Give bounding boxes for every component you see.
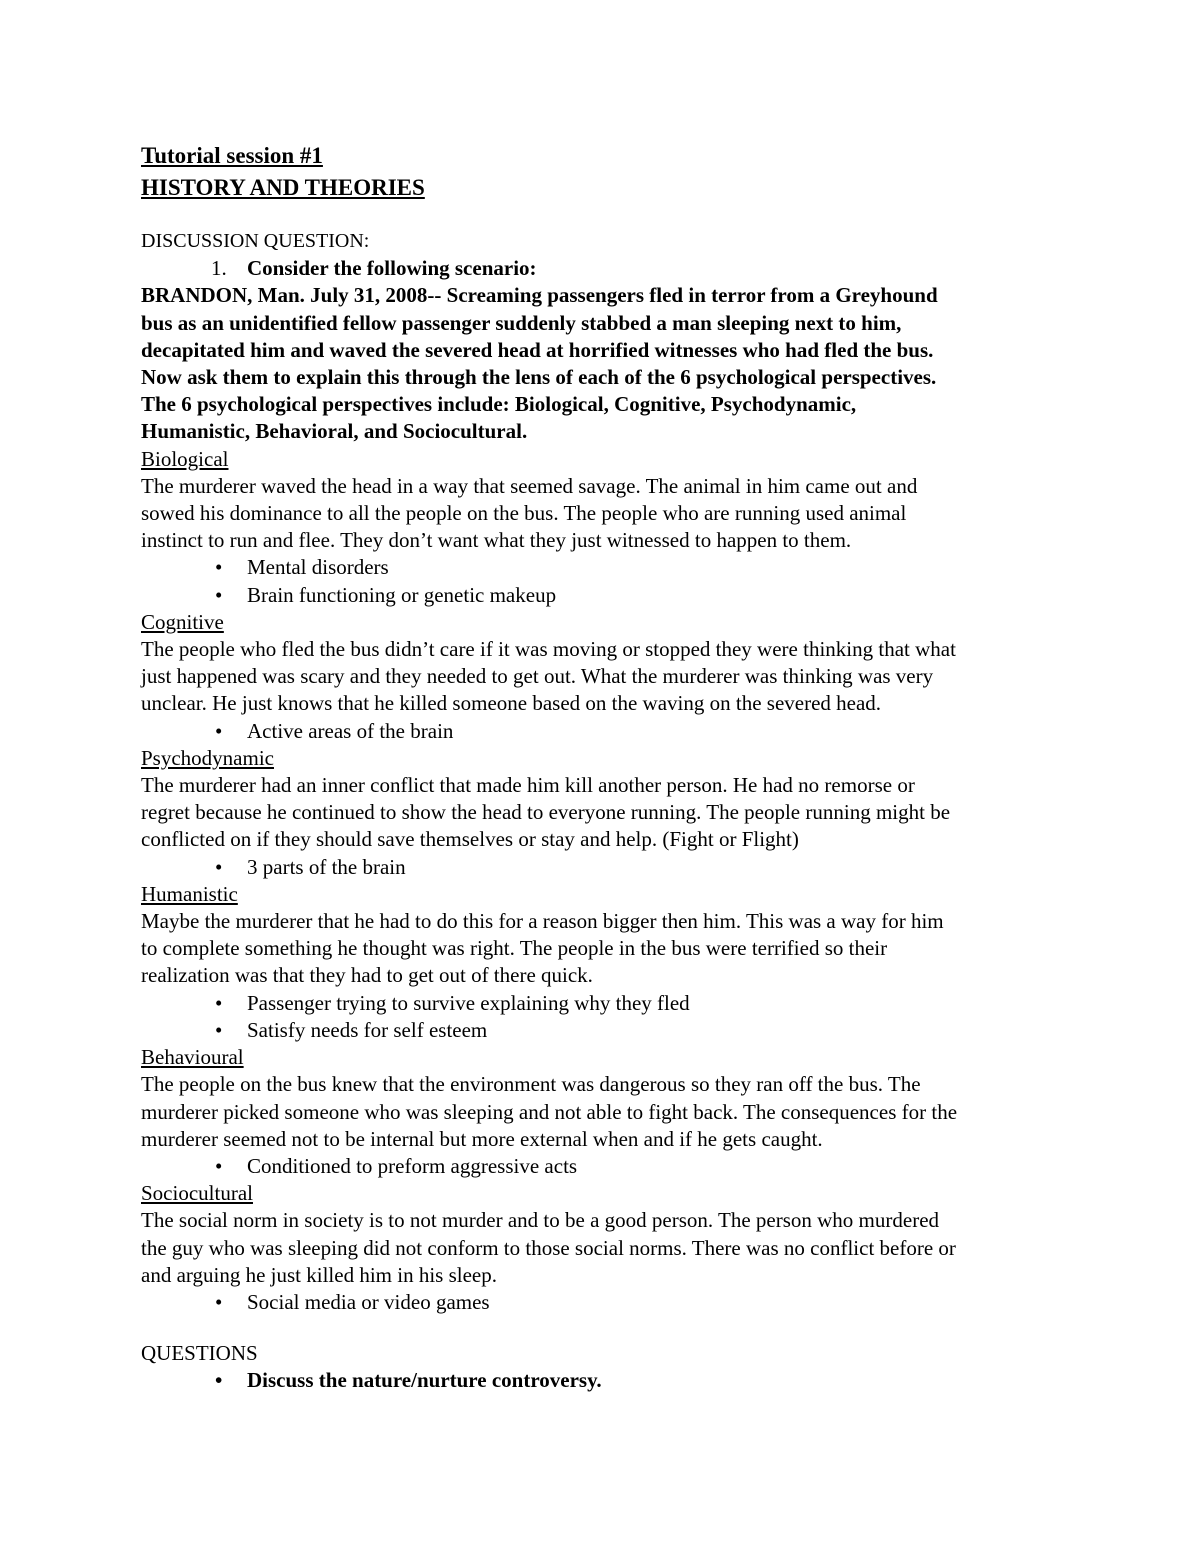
question-item	[141, 255, 1071, 282]
document-subtitle: HISTORY AND THEORIES	[141, 175, 425, 200]
bullet-item: • Discuss the nature/nurture controversy.	[141, 1367, 1071, 1394]
bullet-list	[141, 990, 1071, 1044]
questions-label: QUESTIONS	[141, 1341, 258, 1366]
spacer	[141, 204, 1071, 228]
section-line: just happened was scary and they needed to get out. What the murderer was thinking was very	[141, 664, 934, 689]
bullet-item: • Brain functioning or genetic makeup	[141, 582, 1071, 609]
section-heading: Psychodynamic	[141, 745, 274, 770]
questions-list	[141, 1367, 1071, 1394]
section-sociocultural	[141, 1180, 1071, 1316]
bullet-list	[141, 554, 1071, 608]
section-behavioural	[141, 1044, 1071, 1180]
question-number: 1.	[211, 256, 227, 281]
section-line: murderer seemed not to be internal but more external when and if he gets caught.	[141, 1126, 823, 1151]
section-humanistic	[141, 881, 1071, 1044]
section-line: murderer picked someone who was sleeping and not able to fight back. The consequences for the	[141, 1099, 958, 1124]
section-line: the guy who was sleeping did not conform to those social norms. There was no conflict before or	[141, 1235, 956, 1260]
bullet-item: • Social media or video games	[141, 1289, 1071, 1316]
section-line: The murderer had an inner conflict that made him kill another person. He had no remorse or	[141, 773, 915, 798]
section-cognitive	[141, 609, 1071, 745]
section-line: and arguing he just killed him in his sleep.	[141, 1262, 497, 1287]
section-heading: Sociocultural	[141, 1181, 253, 1206]
section-line: realization was that they had to get out of there quick.	[141, 963, 593, 988]
section-line: The social norm in society is to not murder and to be a good person. The person who murdered	[141, 1208, 940, 1233]
document-page	[141, 140, 1071, 1395]
bullet-list	[141, 854, 1071, 881]
discussion-label: DISCUSSION QUESTION:	[141, 230, 370, 252]
section-heading: Cognitive	[141, 609, 224, 634]
section-line: The people on the bus knew that the environment was dangerous so they ran off the bus. The	[141, 1072, 921, 1097]
section-line: conflicted on if they should save themselves or stay and help. (Fight or Flight)	[141, 827, 799, 852]
bullet-item: • Conditioned to preform aggressive acts	[141, 1153, 1071, 1180]
bullet-list	[141, 1289, 1071, 1316]
section-line: Maybe the murderer that he had to do this for a reason bigger then him. This was a way for him	[141, 909, 944, 934]
section-psychodynamic	[141, 745, 1071, 881]
section-line: unclear. He just knows that he killed someone based on the waving on the severed head.	[141, 691, 882, 716]
section-heading: Behavioural	[141, 1045, 244, 1070]
bullet-item: • Satisfy needs for self esteem	[141, 1017, 1071, 1044]
section-line: to complete something he thought was right. The people in the bus were terrified so their	[141, 936, 888, 961]
scenario-line: bus as an unidentified fellow passenger suddenly stabbed a man sleeping next to him,	[141, 310, 902, 335]
scenario-line: The 6 psychological perspectives include: Biological, Cognitive, Psychodynamic,	[141, 392, 857, 417]
document-title: Tutorial session #1	[141, 143, 323, 168]
section-heading: Biological	[141, 446, 229, 471]
scenario-line: BRANDON, Man. July 31, 2008-- Screaming passengers fled in terror from a Greyhound	[141, 283, 938, 308]
scenario-line: decapitated him and waved the severed head at horrified witnesses who had fled the bus.	[141, 337, 934, 362]
scenario-block	[141, 282, 1071, 445]
bullet-item: • 3 parts of the brain	[141, 854, 1071, 881]
question-text: Consider the following scenario:	[247, 256, 537, 281]
section-line: instinct to run and flee. They don’t want what they just witnessed to happen to them.	[141, 528, 852, 553]
section-line: The murderer waved the head in a way that seemed savage. The animal in him came out and	[141, 473, 918, 498]
section-line: sowed his dominance to all the people on the bus. The people who are running used animal	[141, 501, 907, 526]
section-line: regret because he continued to show the head to everyone running. The people running might be	[141, 800, 951, 825]
bullet-item: • Mental disorders	[141, 554, 1071, 581]
bullet-item: • Active areas of the brain	[141, 718, 1071, 745]
section-line: The people who fled the bus didn’t care if it was moving or stopped they were thinking that what	[141, 637, 956, 662]
scenario-line: Now ask them to explain this through the lens of each of the 6 psychological perspectives.	[141, 365, 937, 390]
section-heading: Humanistic	[141, 881, 238, 906]
scenario-line: Humanistic, Behavioral, and Sociocultural.	[141, 419, 528, 444]
bullet-list	[141, 1153, 1071, 1180]
spacer	[141, 1316, 1071, 1340]
section-biological	[141, 446, 1071, 609]
bullet-list	[141, 718, 1071, 745]
bullet-item: • Passenger trying to survive explaining why they fled	[141, 990, 1071, 1017]
